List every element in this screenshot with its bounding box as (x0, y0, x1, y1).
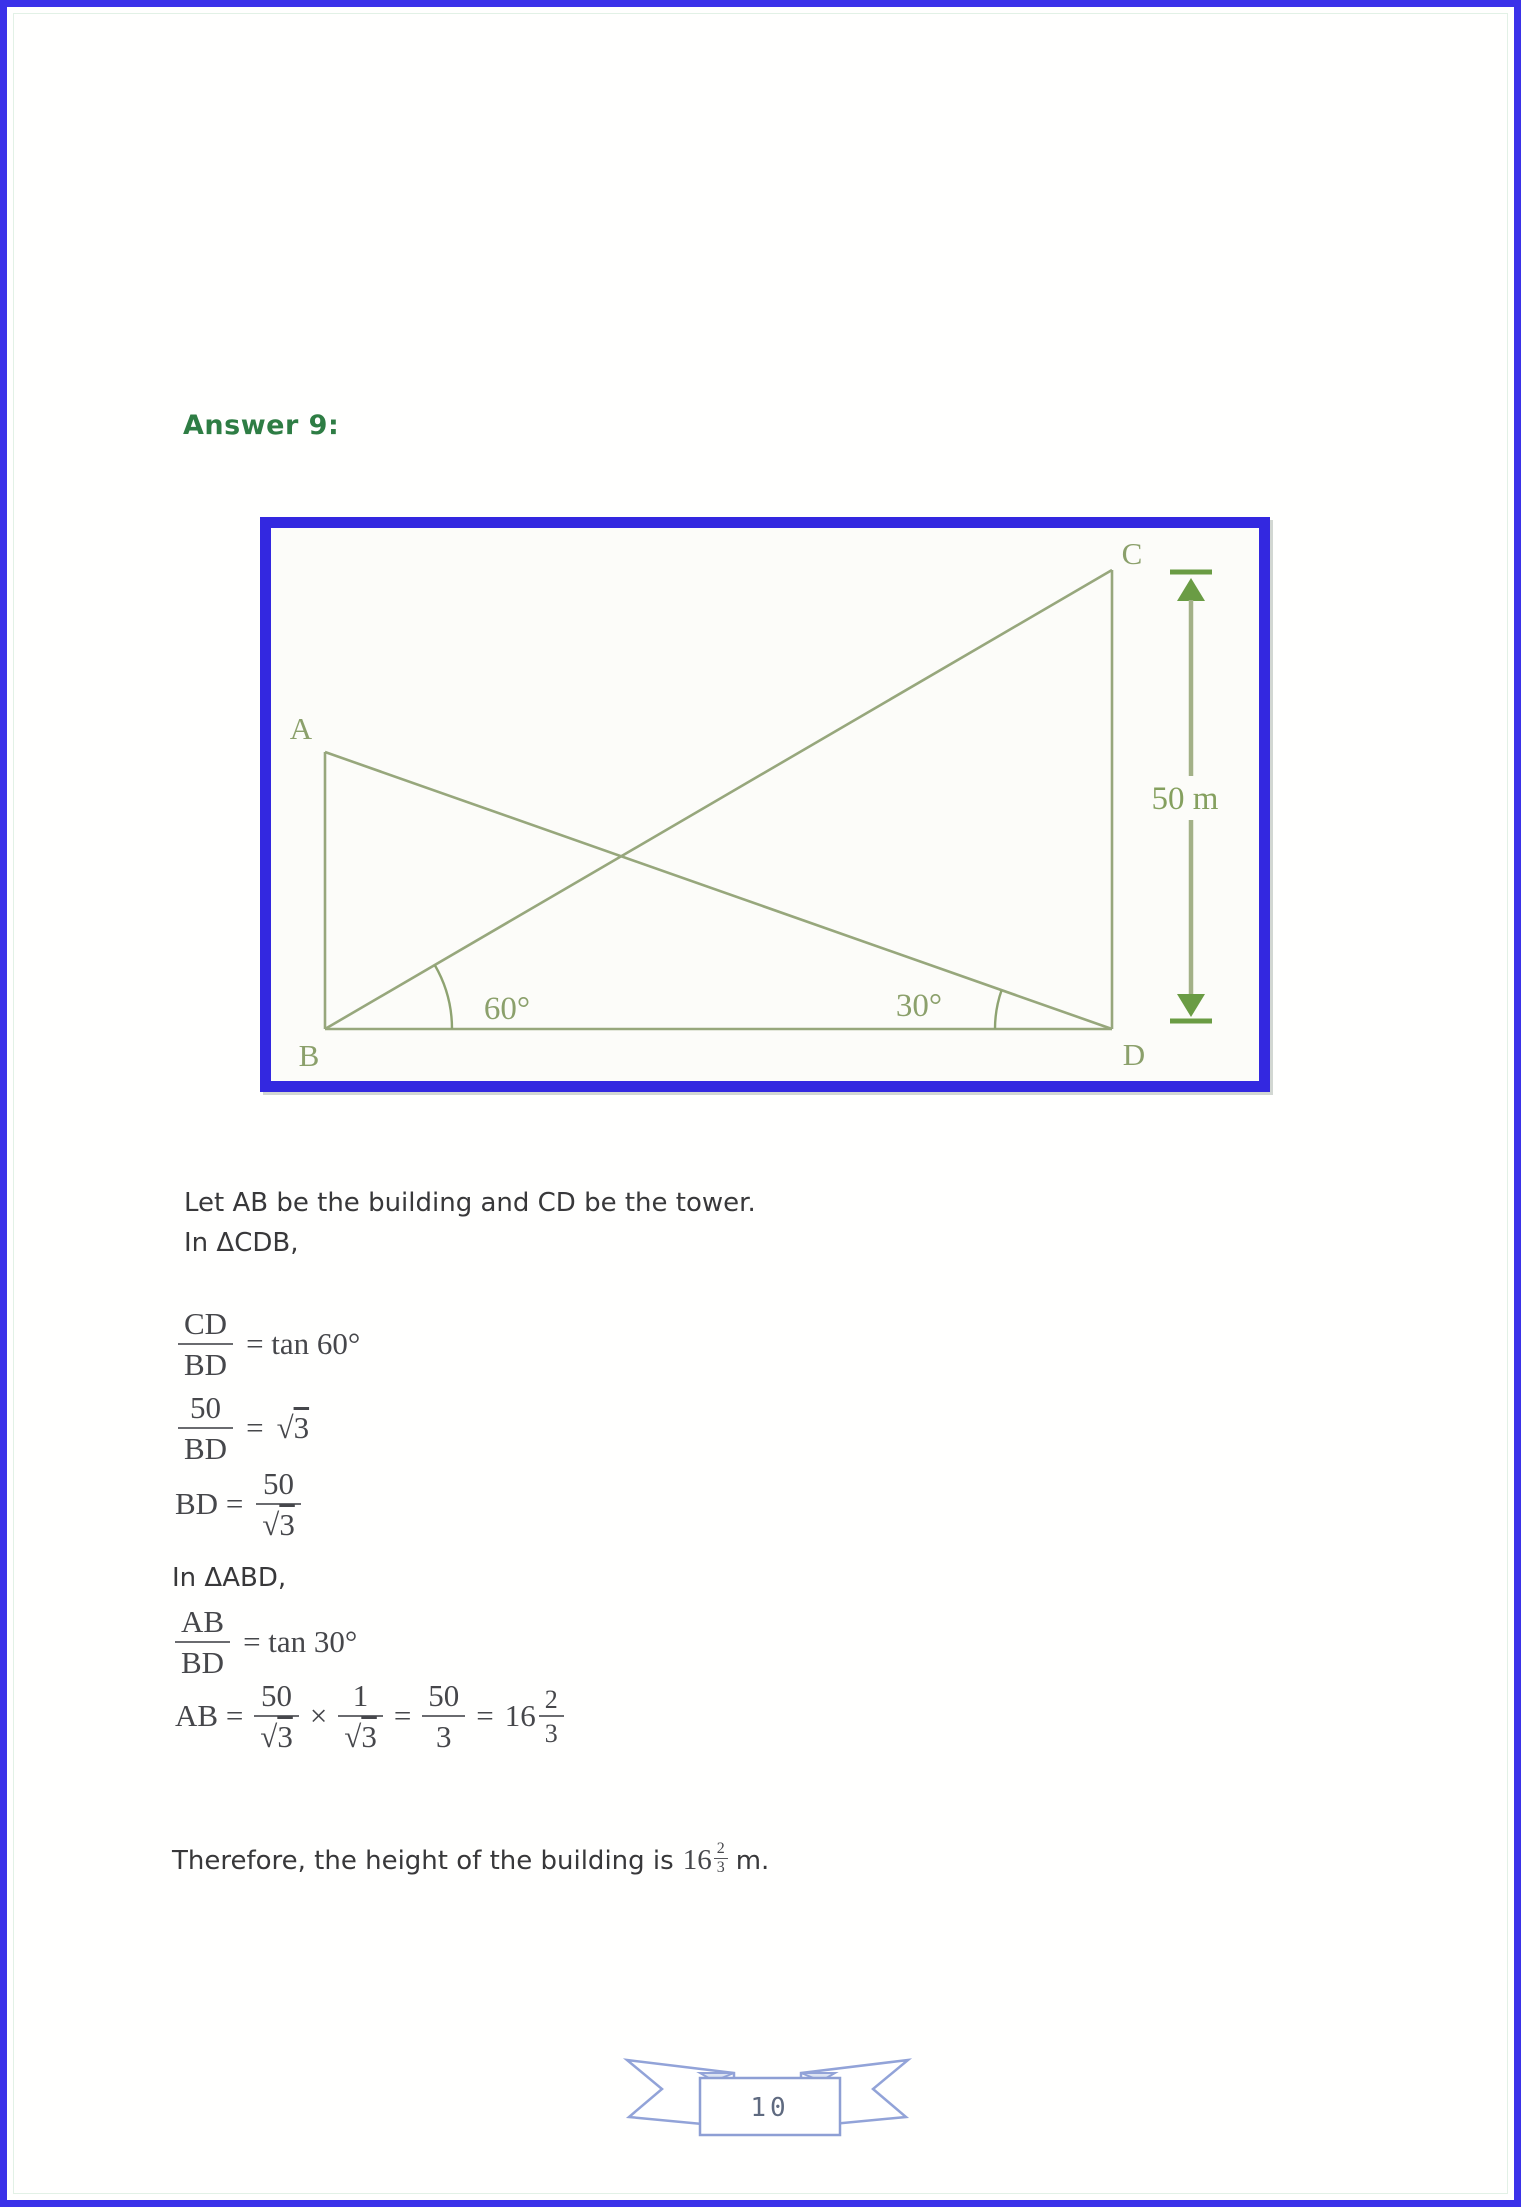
fraction-numerator: 2 (539, 1686, 564, 1717)
in-triangle-cdb-line: In ΔCDB, (184, 1228, 299, 1258)
equation-ab-result (175, 1679, 564, 1754)
square-root (344, 1719, 377, 1754)
fraction (175, 1605, 230, 1680)
mixed-number-whole: 16 (682, 1844, 712, 1876)
figure-diagram (260, 517, 1270, 1092)
fraction (256, 1467, 301, 1542)
fraction (422, 1679, 465, 1754)
fraction (254, 1679, 299, 1754)
equation-ab-bd-tan30 (175, 1605, 357, 1680)
vertex-d-label: D (1122, 1037, 1146, 1072)
fraction-denominator: 3 (436, 1719, 452, 1755)
vertex-b-label: B (298, 1038, 320, 1073)
angle-arc-b (435, 965, 452, 1029)
fraction (178, 1307, 233, 1382)
conclusion-text: Therefore, the height of the building is (172, 1845, 674, 1876)
conclusion-unit: m. (735, 1845, 770, 1876)
triangle-figure (271, 528, 1259, 1081)
intro-line: Let AB be the building and CD be the tower. (184, 1188, 756, 1218)
fraction-numerator: 50 (422, 1679, 465, 1717)
fraction-numerator: AB (175, 1605, 230, 1643)
fraction-numerator: CD (178, 1307, 233, 1345)
line-ad (325, 752, 1112, 1029)
fraction-denominator (256, 1505, 301, 1541)
equals-sign: = (476, 1698, 494, 1734)
square-root (260, 1719, 293, 1754)
radical-sign: √ (262, 1507, 280, 1543)
fraction-denominator (338, 1717, 383, 1753)
equation-lhs: BD = (175, 1486, 244, 1522)
fraction-denominator: BD (184, 1347, 228, 1383)
page-number: 10 (750, 2093, 790, 2123)
height-measure-label: 50 m (1151, 781, 1219, 817)
radicand: 3 (277, 1719, 293, 1755)
equation-50-bd-sqrt3 (178, 1391, 309, 1466)
angle-d-value: 30° (895, 988, 943, 1024)
fraction-numerator: 50 (254, 1679, 299, 1717)
answer-heading: Answer 9: (183, 410, 340, 441)
equation-lhs: AB = (175, 1698, 244, 1734)
equation-bd-50-over-sqrt3 (175, 1467, 301, 1542)
equation-rhs: = tan 30° (243, 1624, 358, 1660)
fraction-denominator: 3 (544, 1718, 558, 1748)
page-number-ribbon (615, 2052, 920, 2147)
measure-bottom-arrowhead-icon (1177, 994, 1205, 1017)
mixed-number-fraction (539, 1686, 564, 1748)
fraction (178, 1391, 233, 1466)
fraction (338, 1679, 383, 1754)
fraction-numerator: 50 (178, 1391, 233, 1429)
square-root (262, 1507, 295, 1542)
angle-b-value: 60° (483, 991, 531, 1027)
equation-rhs: = tan 60° (246, 1326, 361, 1362)
fraction-numerator: 1 (338, 1679, 383, 1717)
equals-sign: = (246, 1410, 264, 1446)
radicand: 3 (293, 1410, 310, 1446)
fraction-denominator: 3 (716, 1859, 725, 1876)
mixed-number-fraction (714, 1841, 728, 1876)
radical-sign: √ (276, 1410, 294, 1446)
angle-arc-d (995, 990, 1002, 1029)
vertex-a-label: A (289, 711, 313, 746)
radical-sign: √ (260, 1719, 278, 1755)
fraction-numerator: 50 (256, 1467, 301, 1505)
fraction-numerator: 2 (714, 1841, 728, 1859)
equation-cd-bd-tan60 (178, 1307, 360, 1382)
square-root (277, 1410, 310, 1446)
radical-sign: √ (344, 1719, 362, 1755)
fraction-denominator: BD (181, 1645, 225, 1681)
fraction-denominator: BD (184, 1431, 228, 1467)
measure-top-arrowhead-icon (1177, 578, 1205, 601)
in-triangle-abd-line: In ΔABD, (172, 1563, 287, 1593)
line-bc (325, 570, 1112, 1029)
radicand: 3 (361, 1719, 377, 1755)
vertex-c-label: C (1121, 536, 1143, 571)
fraction-denominator (254, 1717, 299, 1753)
equals-sign: = (393, 1698, 412, 1734)
mixed-number-whole: 16 (504, 1698, 536, 1734)
multiplication-sign: × (309, 1698, 328, 1734)
conclusion-line (172, 1840, 770, 1878)
radicand: 3 (279, 1507, 295, 1543)
